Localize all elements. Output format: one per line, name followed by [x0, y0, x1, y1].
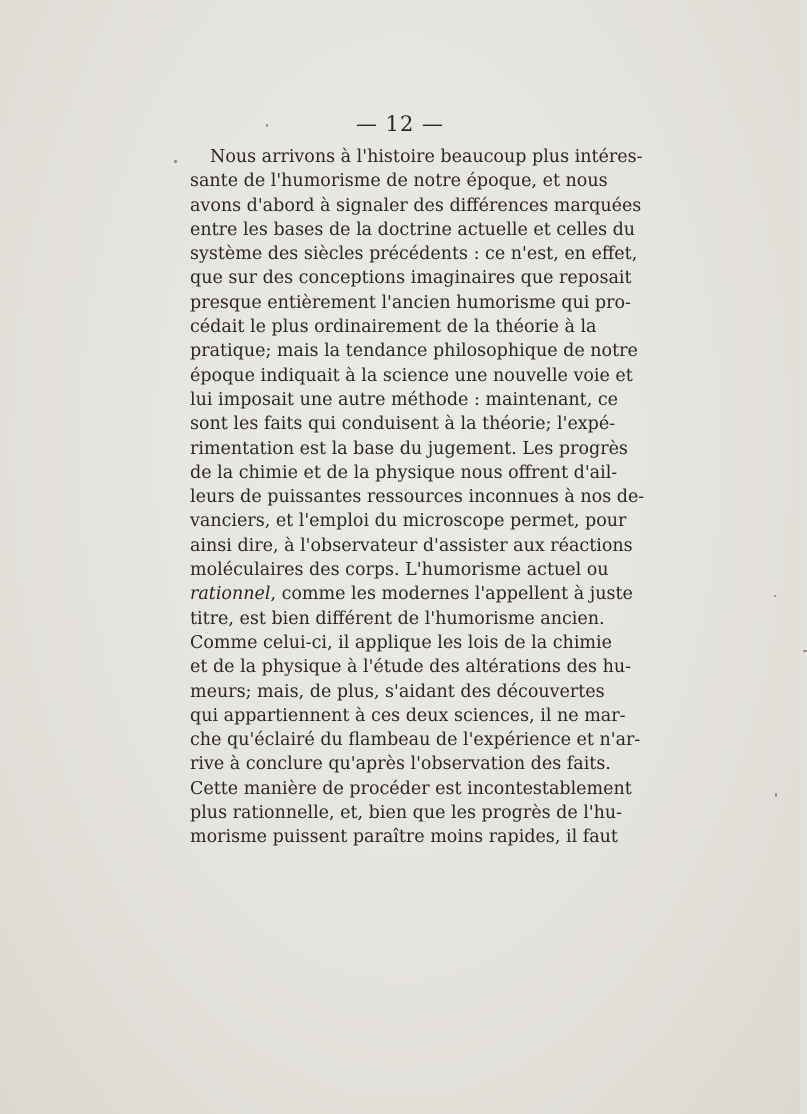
ink-speck [775, 793, 777, 797]
text-line: et de la physique à l'étude des altérations des hu- [190, 657, 632, 678]
text-line: de la chimie et de la physique nous offrent d'ail- [190, 462, 618, 483]
text-line: qui appartiennent à ces deux sciences, il ne mar- [190, 705, 626, 726]
text-line: lui imposait une autre méthode : maintenant, ce [190, 389, 618, 410]
text-line: que sur des conceptions imaginaires que reposait [190, 268, 632, 289]
page-number: — 12 — [355, 112, 445, 136]
text-line: sont les faits qui conduisent à la théorie; l'expé- [190, 414, 616, 435]
ink-speck [174, 160, 177, 163]
ink-speck [774, 595, 776, 597]
text-line: meurs; mais, de plus, s'aidant des découvertes [190, 681, 605, 702]
text-line: titre, est bien différent de l'humorisme ancien. [190, 608, 605, 629]
text-line: plus rationnelle, et, bien que les progrès de l'hu- [190, 803, 623, 824]
ink-speck [803, 650, 807, 652]
text-line: che qu'éclairé du flambeau de l'expérience et n'ar- [190, 730, 641, 751]
text-line: système des siècles précédents : ce n'est, en effet, [190, 244, 638, 265]
text-line: leurs de puissantes ressources inconnues à nos de- [190, 487, 645, 508]
text-line: avons d'abord à signaler des différences marquées [190, 195, 642, 216]
text-line [190, 582, 633, 606]
text-line: vanciers, et l'emploi du microscope permet, pour [190, 511, 627, 532]
text-line: Comme celui-ci, il applique les lois de la chimie [190, 632, 612, 653]
text-line: rive à conclure qu'après l'observation des faits. [190, 754, 611, 775]
italic-word: rationnel [190, 584, 271, 605]
text-line: pratique; mais la tendance philosophique de notre [190, 341, 638, 362]
text-line: ainsi dire, à l'observateur d'assister aux réactions [190, 535, 633, 556]
text-line: sante de l'humorisme de notre époque, et nous [190, 171, 608, 192]
text-line: rimentation est la base du jugement. Les progrès [190, 438, 628, 459]
body-text [190, 145, 645, 850]
text-line: cédait le plus ordinairement de la théorie à la [190, 317, 597, 338]
text-line: entre les bases de la doctrine actuelle et celles du [190, 219, 636, 240]
text-line-rest: , comme les modernes l'appellent à juste [270, 584, 633, 605]
text-line: époque indiquait à la science une nouvelle voie et [190, 365, 633, 386]
text-line: moléculaires des corps. L'humorisme actuel ou [190, 560, 609, 581]
text-line: morisme puissent paraître moins rapides, il faut [190, 827, 618, 848]
text-line: Cette manière de procéder est incontestablement [190, 778, 632, 799]
text-line: Nous arrivons à l'histoire beaucoup plus intéres- [210, 147, 643, 167]
text-line: presque entièrement l'ancien humorisme qui pro- [190, 292, 631, 313]
